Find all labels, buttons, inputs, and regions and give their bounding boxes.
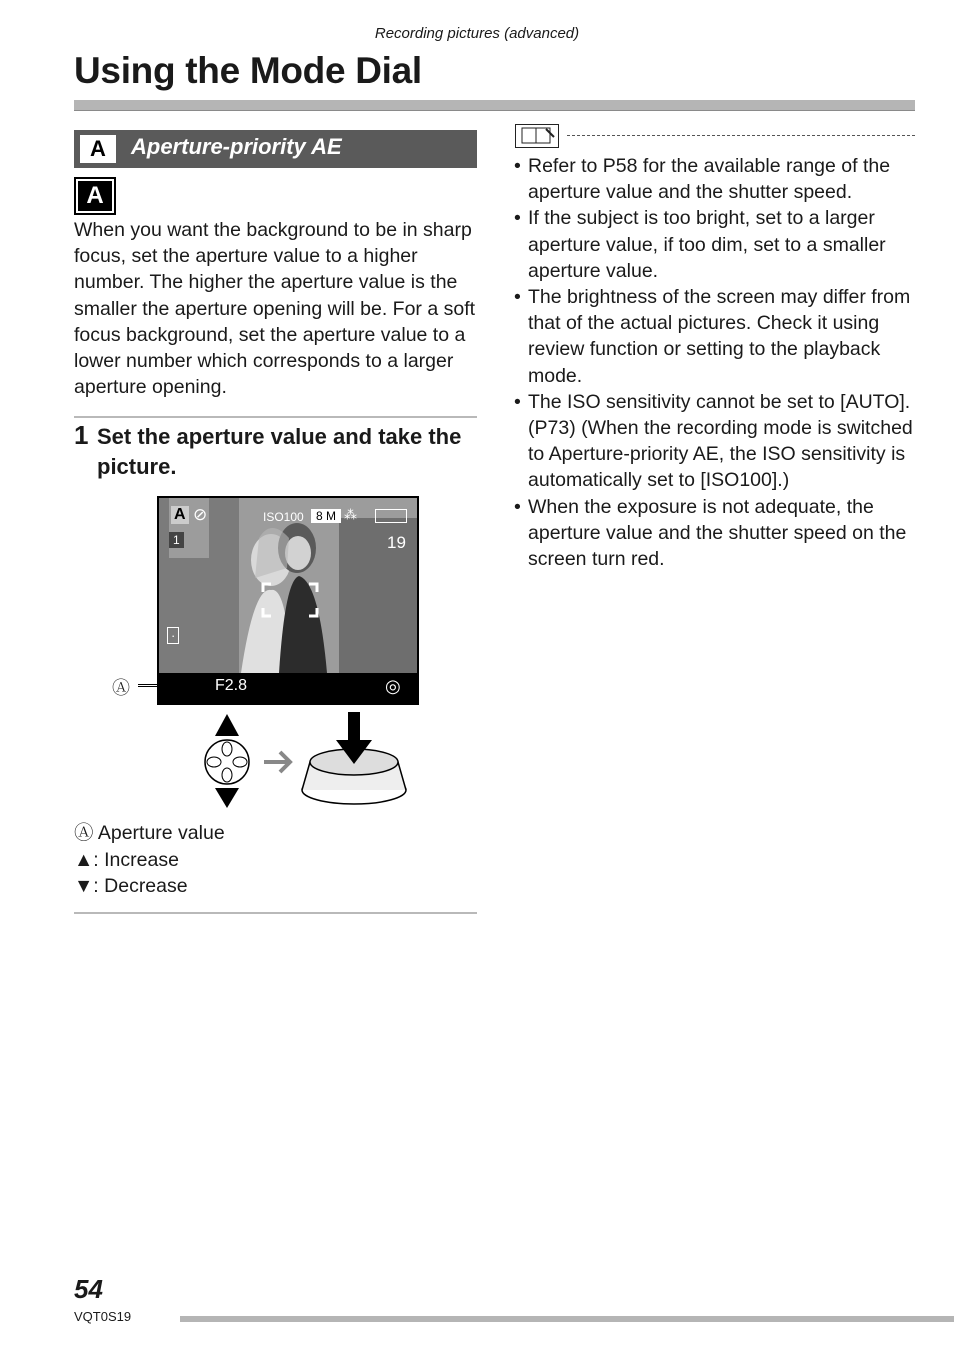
legend-decrease: ▼: Decrease [74, 875, 188, 897]
memo-divider [567, 135, 915, 136]
callout-a: Ⓐ [112, 678, 130, 698]
intro-paragraph: When you want the background to be in sharp focus, set the aperture value to a higher number. The higher the aperture value is the smaller the aperture opening will be. For a soft focus background, set the aperture value to a lower number which corresponds to a larger aperture opening. [74, 219, 476, 399]
step-number: 1 [74, 420, 89, 450]
list-item: • When the exposure is not adequate, the aperture value and the shutter speed on the screen turn red. [514, 494, 919, 573]
footer-rule [180, 1316, 954, 1322]
legend-increase: ▲: Increase [74, 848, 179, 871]
camera-screen [157, 496, 419, 705]
up-arrow-icon [215, 714, 239, 736]
model-code: VQT0S19 [74, 1309, 132, 1324]
af-frame-icon [261, 582, 319, 618]
legend [74, 820, 225, 900]
list-item: • Refer to P58 for the available range of the aperture value and the shutter speed. [514, 153, 919, 205]
next-arrow-icon [264, 752, 290, 772]
note-icon [516, 125, 557, 146]
quality-icon: ⁂ [344, 507, 357, 522]
aperture-mode-icon [74, 177, 116, 215]
battery-icon [375, 509, 407, 523]
list-item: • The brightness of the screen may differ from that of the actual pictures. Check it using review function or setting to the playback mode. [514, 284, 919, 389]
aperture-readout: F2.8 [215, 677, 248, 694]
callout-line [138, 684, 216, 687]
divider-bottom [74, 912, 477, 914]
section-title: Aperture-priority AE [131, 134, 342, 159]
page-number: 54 [74, 1274, 103, 1304]
divider-top [74, 416, 477, 418]
controls-illustration [196, 712, 416, 812]
notes-list [514, 153, 919, 572]
mode-indicator: A [171, 506, 189, 524]
section-letter: A [80, 135, 116, 163]
memo-icon [515, 124, 559, 148]
title-rule [74, 100, 915, 111]
stabilizer-mode: 1 [173, 533, 180, 547]
down-arrow-icon [215, 788, 239, 808]
picture-size: 8 M [311, 509, 341, 523]
list-item: • The ISO sensitivity cannot be set to [AUTO]. (P73) (When the recording mode is switched to Aperture-priority AE, the ISO sensitivity is automatically set to [ISO100].) [514, 389, 919, 494]
running-head: Recording pictures (advanced) [374, 25, 580, 42]
jog-icon: ◎ [385, 676, 401, 696]
shots-remaining: 19 [387, 533, 406, 552]
flash-off-icon: ⊘ [193, 505, 208, 524]
metering-icon: · [167, 627, 179, 644]
section-header [74, 130, 477, 168]
legend-aperture: Ⓐ Aperture value [74, 822, 225, 844]
page-title: Using the Mode Dial [74, 50, 422, 91]
step-text: Set the aperture value and take the picture. [97, 424, 462, 479]
mode-icon-letter: A [78, 181, 112, 211]
list-item: • If the subject is too bright, set to a larger aperture value, if too dim, set to a smaller aperture value. [514, 205, 919, 284]
iso-indicator: ISO100 [263, 510, 304, 524]
stabilizer-icon [169, 532, 184, 548]
